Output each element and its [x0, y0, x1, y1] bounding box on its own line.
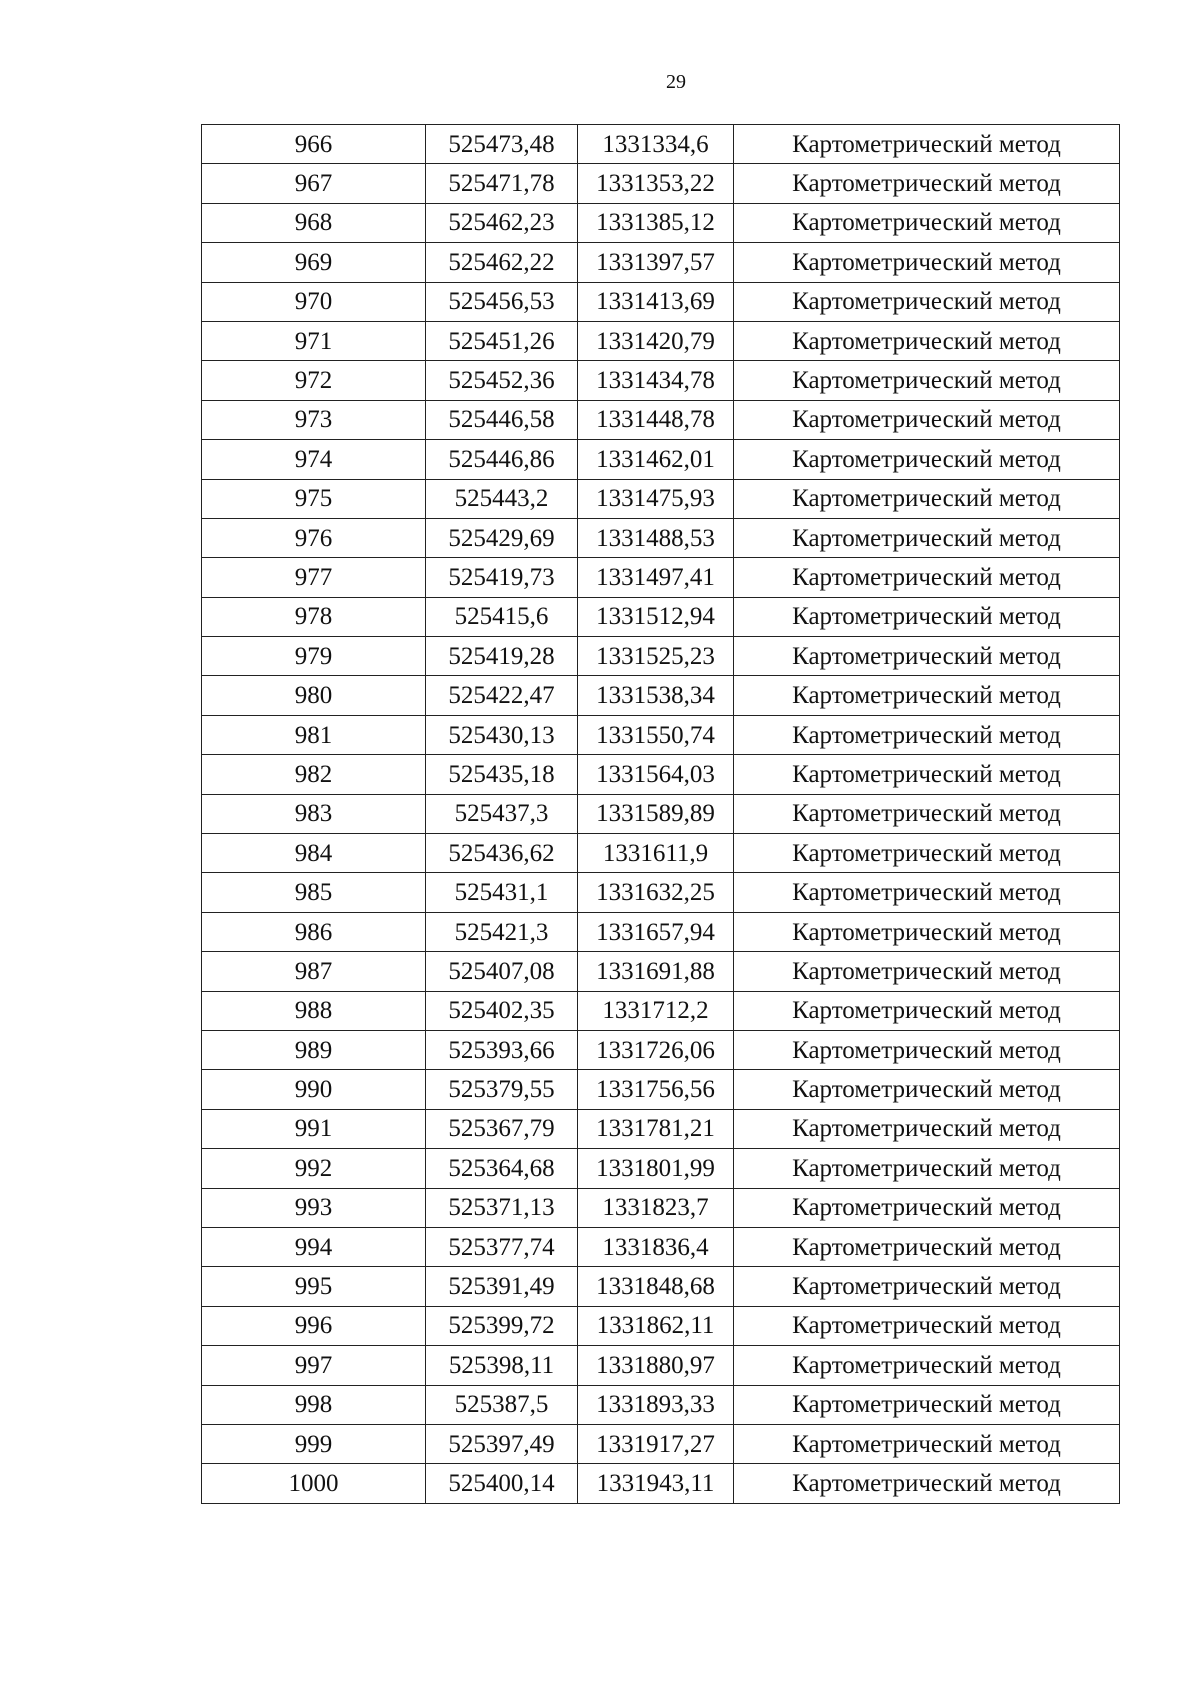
y-coordinate-cell: 1331781,21 [578, 1109, 734, 1148]
y-coordinate-cell: 1331564,03 [578, 755, 734, 794]
method-cell: Картометрический метод [734, 440, 1120, 479]
table-row [202, 282, 1120, 321]
method-cell: Картометрический метод [734, 321, 1120, 360]
y-coordinate-cell: 1331848,68 [578, 1267, 734, 1306]
point-number-cell: 996 [202, 1306, 426, 1345]
method-cell: Картометрический метод [734, 1385, 1120, 1424]
point-number-cell: 991 [202, 1109, 426, 1148]
table-row [202, 1346, 1120, 1385]
y-coordinate-cell: 1331475,93 [578, 479, 734, 518]
y-coordinate-cell: 1331880,97 [578, 1346, 734, 1385]
table-row [202, 715, 1120, 754]
y-coordinate-cell: 1331657,94 [578, 912, 734, 951]
table-row [202, 1385, 1120, 1424]
table-row [202, 597, 1120, 636]
x-coordinate-cell: 525415,6 [426, 597, 578, 636]
x-coordinate-cell: 525419,28 [426, 637, 578, 676]
table-row [202, 361, 1120, 400]
x-coordinate-cell: 525452,36 [426, 361, 578, 400]
point-number-cell: 981 [202, 715, 426, 754]
method-cell: Картометрический метод [734, 755, 1120, 794]
x-coordinate-cell: 525397,49 [426, 1424, 578, 1463]
point-number-cell: 988 [202, 991, 426, 1030]
x-coordinate-cell: 525435,18 [426, 755, 578, 794]
table-body [202, 125, 1120, 1504]
point-number-cell: 976 [202, 518, 426, 557]
point-number-cell: 966 [202, 125, 426, 164]
table-row [202, 873, 1120, 912]
table-row [202, 676, 1120, 715]
point-number-cell: 982 [202, 755, 426, 794]
x-coordinate-cell: 525462,23 [426, 203, 578, 242]
point-number-cell: 968 [202, 203, 426, 242]
x-coordinate-cell: 525429,69 [426, 518, 578, 557]
table-row [202, 1464, 1120, 1503]
method-cell: Картометрический метод [734, 203, 1120, 242]
method-cell: Картометрический метод [734, 243, 1120, 282]
table-row [202, 1149, 1120, 1188]
x-coordinate-cell: 525436,62 [426, 834, 578, 873]
y-coordinate-cell: 1331550,74 [578, 715, 734, 754]
table-row [202, 1267, 1120, 1306]
y-coordinate-cell: 1331836,4 [578, 1227, 734, 1266]
x-coordinate-cell: 525471,78 [426, 164, 578, 203]
point-number-cell: 986 [202, 912, 426, 951]
y-coordinate-cell: 1331448,78 [578, 400, 734, 439]
point-number-cell: 967 [202, 164, 426, 203]
x-coordinate-cell: 525437,3 [426, 794, 578, 833]
y-coordinate-cell: 1331632,25 [578, 873, 734, 912]
point-number-cell: 970 [202, 282, 426, 321]
y-coordinate-cell: 1331525,23 [578, 637, 734, 676]
table-row [202, 164, 1120, 203]
coordinates-table [201, 124, 1120, 1504]
x-coordinate-cell: 525399,72 [426, 1306, 578, 1345]
x-coordinate-cell: 525422,47 [426, 676, 578, 715]
x-coordinate-cell: 525443,2 [426, 479, 578, 518]
y-coordinate-cell: 1331801,99 [578, 1149, 734, 1188]
table-row [202, 1070, 1120, 1109]
point-number-cell: 997 [202, 1346, 426, 1385]
table-row [202, 794, 1120, 833]
table-row [202, 203, 1120, 242]
table-row [202, 1306, 1120, 1345]
method-cell: Картометрический метод [734, 1149, 1120, 1188]
point-number-cell: 978 [202, 597, 426, 636]
method-cell: Картометрический метод [734, 715, 1120, 754]
y-coordinate-cell: 1331497,41 [578, 558, 734, 597]
point-number-cell: 1000 [202, 1464, 426, 1503]
x-coordinate-cell: 525387,5 [426, 1385, 578, 1424]
point-number-cell: 995 [202, 1267, 426, 1306]
table-row [202, 1030, 1120, 1069]
method-cell: Картометрический метод [734, 637, 1120, 676]
method-cell: Картометрический метод [734, 1346, 1120, 1385]
x-coordinate-cell: 525451,26 [426, 321, 578, 360]
y-coordinate-cell: 1331353,22 [578, 164, 734, 203]
y-coordinate-cell: 1331512,94 [578, 597, 734, 636]
point-number-cell: 983 [202, 794, 426, 833]
point-number-cell: 973 [202, 400, 426, 439]
x-coordinate-cell: 525419,73 [426, 558, 578, 597]
x-coordinate-cell: 525371,13 [426, 1188, 578, 1227]
x-coordinate-cell: 525402,35 [426, 991, 578, 1030]
y-coordinate-cell: 1331538,34 [578, 676, 734, 715]
method-cell: Картометрический метод [734, 1306, 1120, 1345]
x-coordinate-cell: 525431,1 [426, 873, 578, 912]
y-coordinate-cell: 1331420,79 [578, 321, 734, 360]
method-cell: Картометрический метод [734, 518, 1120, 557]
table-row [202, 637, 1120, 676]
x-coordinate-cell: 525462,22 [426, 243, 578, 282]
method-cell: Картометрический метод [734, 597, 1120, 636]
point-number-cell: 979 [202, 637, 426, 676]
point-number-cell: 984 [202, 834, 426, 873]
method-cell: Картометрический метод [734, 1070, 1120, 1109]
x-coordinate-cell: 525473,48 [426, 125, 578, 164]
point-number-cell: 975 [202, 479, 426, 518]
point-number-cell: 990 [202, 1070, 426, 1109]
x-coordinate-cell: 525430,13 [426, 715, 578, 754]
point-number-cell: 980 [202, 676, 426, 715]
point-number-cell: 985 [202, 873, 426, 912]
x-coordinate-cell: 525367,79 [426, 1109, 578, 1148]
x-coordinate-cell: 525446,58 [426, 400, 578, 439]
table-row [202, 479, 1120, 518]
x-coordinate-cell: 525393,66 [426, 1030, 578, 1069]
x-coordinate-cell: 525391,49 [426, 1267, 578, 1306]
method-cell: Картометрический метод [734, 479, 1120, 518]
point-number-cell: 989 [202, 1030, 426, 1069]
method-cell: Картометрический метод [734, 400, 1120, 439]
table-row [202, 1109, 1120, 1148]
page-number: 29 [666, 71, 686, 93]
x-coordinate-cell: 525364,68 [426, 1149, 578, 1188]
method-cell: Картометрический метод [734, 1267, 1120, 1306]
y-coordinate-cell: 1331611,9 [578, 834, 734, 873]
method-cell: Картометрический метод [734, 834, 1120, 873]
method-cell: Картометрический метод [734, 125, 1120, 164]
point-number-cell: 992 [202, 1149, 426, 1188]
y-coordinate-cell: 1331334,6 [578, 125, 734, 164]
method-cell: Картометрический метод [734, 912, 1120, 951]
method-cell: Картометрический метод [734, 794, 1120, 833]
table-row [202, 834, 1120, 873]
y-coordinate-cell: 1331462,01 [578, 440, 734, 479]
point-number-cell: 977 [202, 558, 426, 597]
x-coordinate-cell: 525400,14 [426, 1464, 578, 1503]
x-coordinate-cell: 525398,11 [426, 1346, 578, 1385]
y-coordinate-cell: 1331691,88 [578, 952, 734, 991]
point-number-cell: 971 [202, 321, 426, 360]
x-coordinate-cell: 525407,08 [426, 952, 578, 991]
table-row [202, 400, 1120, 439]
point-number-cell: 972 [202, 361, 426, 400]
table-row [202, 321, 1120, 360]
method-cell: Картометрический метод [734, 164, 1120, 203]
x-coordinate-cell: 525421,3 [426, 912, 578, 951]
y-coordinate-cell: 1331862,11 [578, 1306, 734, 1345]
point-number-cell: 987 [202, 952, 426, 991]
y-coordinate-cell: 1331893,33 [578, 1385, 734, 1424]
point-number-cell: 994 [202, 1227, 426, 1266]
table-row [202, 755, 1120, 794]
y-coordinate-cell: 1331434,78 [578, 361, 734, 400]
table-row [202, 518, 1120, 557]
y-coordinate-cell: 1331385,12 [578, 203, 734, 242]
table-row [202, 1188, 1120, 1227]
y-coordinate-cell: 1331397,57 [578, 243, 734, 282]
method-cell: Картометрический метод [734, 1464, 1120, 1503]
method-cell: Картометрический метод [734, 1227, 1120, 1266]
table-row [202, 912, 1120, 951]
y-coordinate-cell: 1331488,53 [578, 518, 734, 557]
table-row [202, 1424, 1120, 1463]
method-cell: Картометрический метод [734, 1030, 1120, 1069]
method-cell: Картометрический метод [734, 558, 1120, 597]
table-row [202, 125, 1120, 164]
point-number-cell: 993 [202, 1188, 426, 1227]
x-coordinate-cell: 525456,53 [426, 282, 578, 321]
table-row [202, 440, 1120, 479]
table-row [202, 558, 1120, 597]
table-row [202, 952, 1120, 991]
y-coordinate-cell: 1331917,27 [578, 1424, 734, 1463]
point-number-cell: 999 [202, 1424, 426, 1463]
method-cell: Картометрический метод [734, 1109, 1120, 1148]
y-coordinate-cell: 1331726,06 [578, 1030, 734, 1069]
method-cell: Картометрический метод [734, 1188, 1120, 1227]
method-cell: Картометрический метод [734, 1424, 1120, 1463]
point-number-cell: 998 [202, 1385, 426, 1424]
y-coordinate-cell: 1331756,56 [578, 1070, 734, 1109]
method-cell: Картометрический метод [734, 676, 1120, 715]
method-cell: Картометрический метод [734, 991, 1120, 1030]
y-coordinate-cell: 1331413,69 [578, 282, 734, 321]
table-row [202, 243, 1120, 282]
table-row [202, 991, 1120, 1030]
x-coordinate-cell: 525446,86 [426, 440, 578, 479]
y-coordinate-cell: 1331943,11 [578, 1464, 734, 1503]
point-number-cell: 969 [202, 243, 426, 282]
method-cell: Картометрический метод [734, 873, 1120, 912]
method-cell: Картометрический метод [734, 282, 1120, 321]
method-cell: Картометрический метод [734, 361, 1120, 400]
y-coordinate-cell: 1331589,89 [578, 794, 734, 833]
y-coordinate-cell: 1331823,7 [578, 1188, 734, 1227]
table-row [202, 1227, 1120, 1266]
point-number-cell: 974 [202, 440, 426, 479]
method-cell: Картометрический метод [734, 952, 1120, 991]
x-coordinate-cell: 525377,74 [426, 1227, 578, 1266]
y-coordinate-cell: 1331712,2 [578, 991, 734, 1030]
x-coordinate-cell: 525379,55 [426, 1070, 578, 1109]
